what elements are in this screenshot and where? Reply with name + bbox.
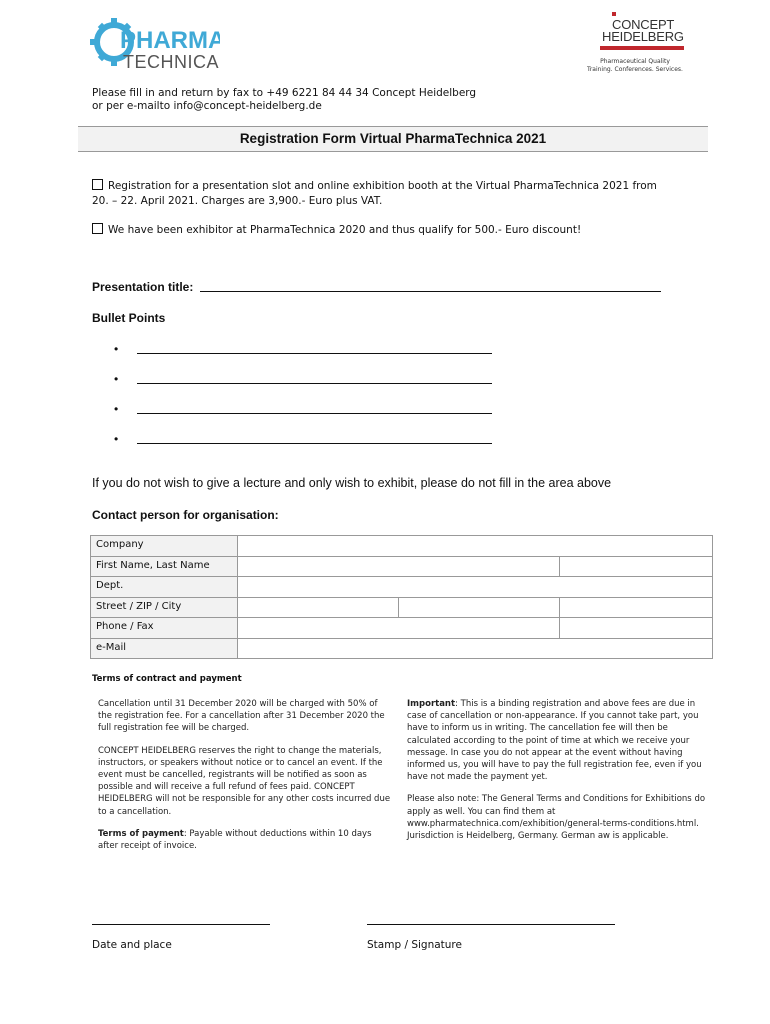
pharmatechnica-logo xyxy=(90,10,220,74)
registration-text-2: 20. – 22. April 2021. Charges are 3,900.- Euro plus VAT. xyxy=(92,195,383,207)
presentation-title-field[interactable] xyxy=(200,291,661,292)
city-field[interactable] xyxy=(560,597,713,618)
important-text: Important: This is a binding registration and above fees are due in case of cancellation or non-appearance. If you cannot take part, you have to inform us in writing. The cancellation fee will then be calculated according to the point of time at which we receive your message. In case you do not appear at the event without having informed us, you will have to pay the full registration fee, even if you have not made the payment yet. xyxy=(407,699,702,783)
table-row xyxy=(91,556,713,577)
rights-text: CONCEPT HEIDELBERG reserves the right to change the materials, instructors, or speakers without notice or to cancel an event. If the event must be cancelled, registrants will be notified as soon as possible and will receive a full refund of fees paid. CONCEPT HEIDELBERG will not be responsible for any other costs incurred due to a cancellation. xyxy=(98,745,391,817)
date-place-label: Date and place xyxy=(92,939,172,951)
payment-text: Terms of payment: Payable without deductions within 10 days after receipt of invoice. xyxy=(98,828,372,852)
terms-left-column xyxy=(98,698,393,862)
exhibit-only-notice: If you do not wish to give a lecture and only wish to exhibit, please do not fill in the area above xyxy=(92,476,612,490)
pharma-wordmark: PHARMA xyxy=(120,27,220,54)
table-row xyxy=(91,577,713,598)
terms-right-column xyxy=(407,698,709,852)
street-field[interactable] xyxy=(238,597,399,618)
important-label: Important xyxy=(407,699,456,709)
company-label: Company xyxy=(91,536,238,557)
email-field[interactable] xyxy=(238,638,713,659)
bullet-field-4[interactable] xyxy=(137,443,492,444)
registration-text-1: Registration for a presentation slot and online exhibition booth at the Virtual PharmaTechnica 2021 from xyxy=(108,180,657,192)
bullet-field-2[interactable] xyxy=(137,383,492,384)
table-row xyxy=(91,638,713,659)
fax-field[interactable] xyxy=(560,618,713,639)
dept-field[interactable] xyxy=(238,577,713,598)
registration-option xyxy=(92,179,657,209)
registration-checkbox[interactable] xyxy=(92,179,103,190)
general-terms-text: Please also note: The General Terms and Conditions for Exhibitions do apply as well. You can find them at www.pharmatechnica.com/exhibition/general-terms-conditions.html. Jurisdiction is Heidelberg, Germany. German aw is applicable. xyxy=(407,794,706,842)
concept-wordmark: CONCEPT xyxy=(612,17,675,32)
form-title: Registration Form Virtual PharmaTechnica 2021 xyxy=(78,126,708,152)
phone-label: Phone / Fax xyxy=(91,618,238,639)
bullet-marker: • xyxy=(114,432,119,446)
exhibitor-text: We have been exhibitor at PharmaTechnica 2020 and thus qualify for 500.- Euro discount! xyxy=(108,224,582,236)
exhibitor-option xyxy=(92,223,581,238)
payment-label: Terms of payment xyxy=(98,828,184,839)
presentation-title-label: Presentation title: xyxy=(92,280,194,294)
contact-table xyxy=(90,535,713,659)
bullet-field-1[interactable] xyxy=(137,353,492,354)
fax-line-2: or per e-mailto info@concept-heidelberg.de xyxy=(92,100,322,112)
fax-line-1: Please fill in and return by fax to +49 6221 84 44 34 Concept Heidelberg xyxy=(92,87,477,99)
bullet-marker: • xyxy=(114,402,119,416)
email-label: e-Mail xyxy=(91,638,238,659)
bullet-field-3[interactable] xyxy=(137,413,492,414)
terms-heading: Terms of contract and payment xyxy=(92,674,242,684)
phone-field[interactable] xyxy=(238,618,560,639)
bullet-marker: • xyxy=(114,372,119,386)
exhibitor-checkbox[interactable] xyxy=(92,223,103,234)
stamp-signature-label: Stamp / Signature xyxy=(367,939,462,951)
logo-tagline-1: Pharmaceutical Quality xyxy=(600,58,670,65)
last-name-field[interactable] xyxy=(560,556,713,577)
date-place-field[interactable] xyxy=(92,924,270,925)
first-name-field[interactable] xyxy=(238,556,560,577)
logo-tagline-2: Training. Conferences. Services. xyxy=(587,66,683,73)
signature-field[interactable] xyxy=(367,924,615,925)
dept-label: Dept. xyxy=(91,577,238,598)
table-row xyxy=(91,536,713,557)
cancellation-text: Cancellation until 31 December 2020 will be charged with 50% of the registration fee. For a cancellation after 31 December 2020 the full registration fee will be charged. xyxy=(98,699,385,734)
table-row xyxy=(91,618,713,639)
concept-heidelberg-logo xyxy=(580,10,690,80)
heidelberg-wordmark: HEIDELBERG xyxy=(602,29,684,44)
technica-wordmark: TECHNICA xyxy=(123,52,220,72)
bullet-points-label: Bullet Points xyxy=(92,311,166,325)
company-field[interactable] xyxy=(238,536,713,557)
name-label: First Name, Last Name xyxy=(91,556,238,577)
logo-red-bar xyxy=(600,46,684,50)
address-label: Street / ZIP / City xyxy=(91,597,238,618)
zip-field[interactable] xyxy=(399,597,560,618)
contact-heading: Contact person for organisation: xyxy=(92,508,279,522)
fax-instructions xyxy=(92,87,476,113)
logo-red-mark xyxy=(612,12,616,16)
table-row xyxy=(91,597,713,618)
bullet-marker: • xyxy=(114,342,119,356)
